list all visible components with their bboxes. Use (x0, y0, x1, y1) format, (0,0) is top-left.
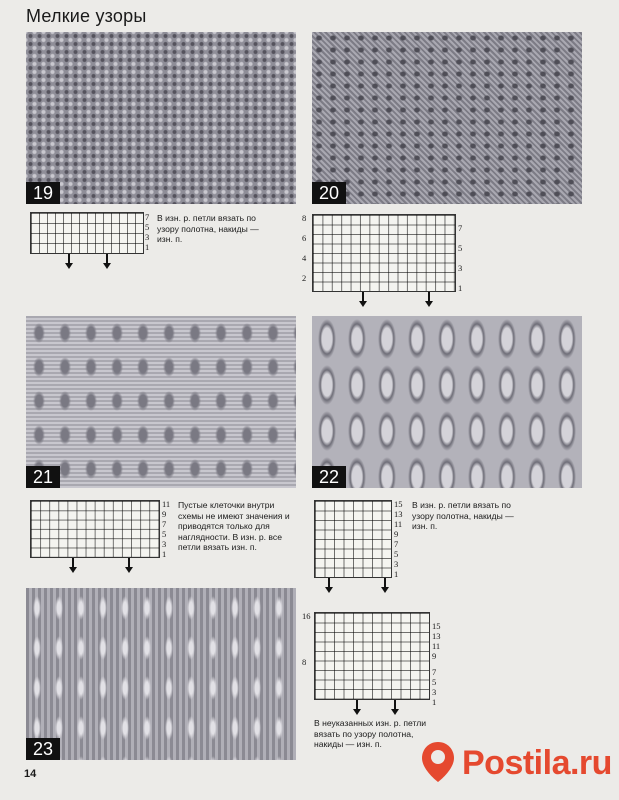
chart-20 (312, 214, 456, 292)
chart-23 (314, 612, 430, 700)
knit-swatch-19 (26, 32, 296, 204)
pattern-number-23: 23 (26, 738, 60, 760)
page-title: Мелкие узоры (26, 6, 147, 26)
note-22: В изн. р. петли вязать по узору полотна, накиды — изн. п. (412, 500, 514, 531)
note-21: Пустые клеточки внутри схемы не имеют значения и приводятся только для наглядности. В изн. р. все петли вязать изн. п. (178, 500, 290, 552)
pattern-number-21: 21 (26, 466, 60, 488)
note-23: В неуказанных изн. р. петли вязать по узору полотна, накиды — изн. п. (314, 718, 427, 749)
arrow-23-left (356, 700, 358, 710)
arrow-21-right (128, 558, 130, 568)
pin-icon (418, 740, 458, 784)
arrow-22-right (384, 578, 386, 588)
watermark-text: Postila.ru (462, 744, 612, 782)
page-number: 14 (24, 768, 37, 780)
arrow-23-right (394, 700, 396, 710)
arrow-19-right (106, 254, 108, 264)
arrow-19-left (68, 254, 70, 264)
knit-swatch-20 (312, 32, 582, 204)
chart-22 (314, 500, 392, 578)
chart-19 (30, 212, 144, 254)
note-19: В изн. р. петли вязать по узору полотна, накиды — изн. п. (157, 213, 259, 244)
arrow-20-left (362, 292, 364, 302)
knit-swatch-23 (26, 588, 296, 760)
watermark (414, 738, 614, 788)
knit-swatch-22 (312, 316, 582, 488)
chart-21 (30, 500, 160, 558)
knit-swatch-21 (26, 316, 296, 488)
arrow-21-left (72, 558, 74, 568)
arrow-20-right (428, 292, 430, 302)
pattern-number-22: 22 (312, 466, 346, 488)
pattern-number-19: 19 (26, 182, 60, 204)
arrow-22-left (328, 578, 330, 588)
pattern-number-20: 20 (312, 182, 346, 204)
